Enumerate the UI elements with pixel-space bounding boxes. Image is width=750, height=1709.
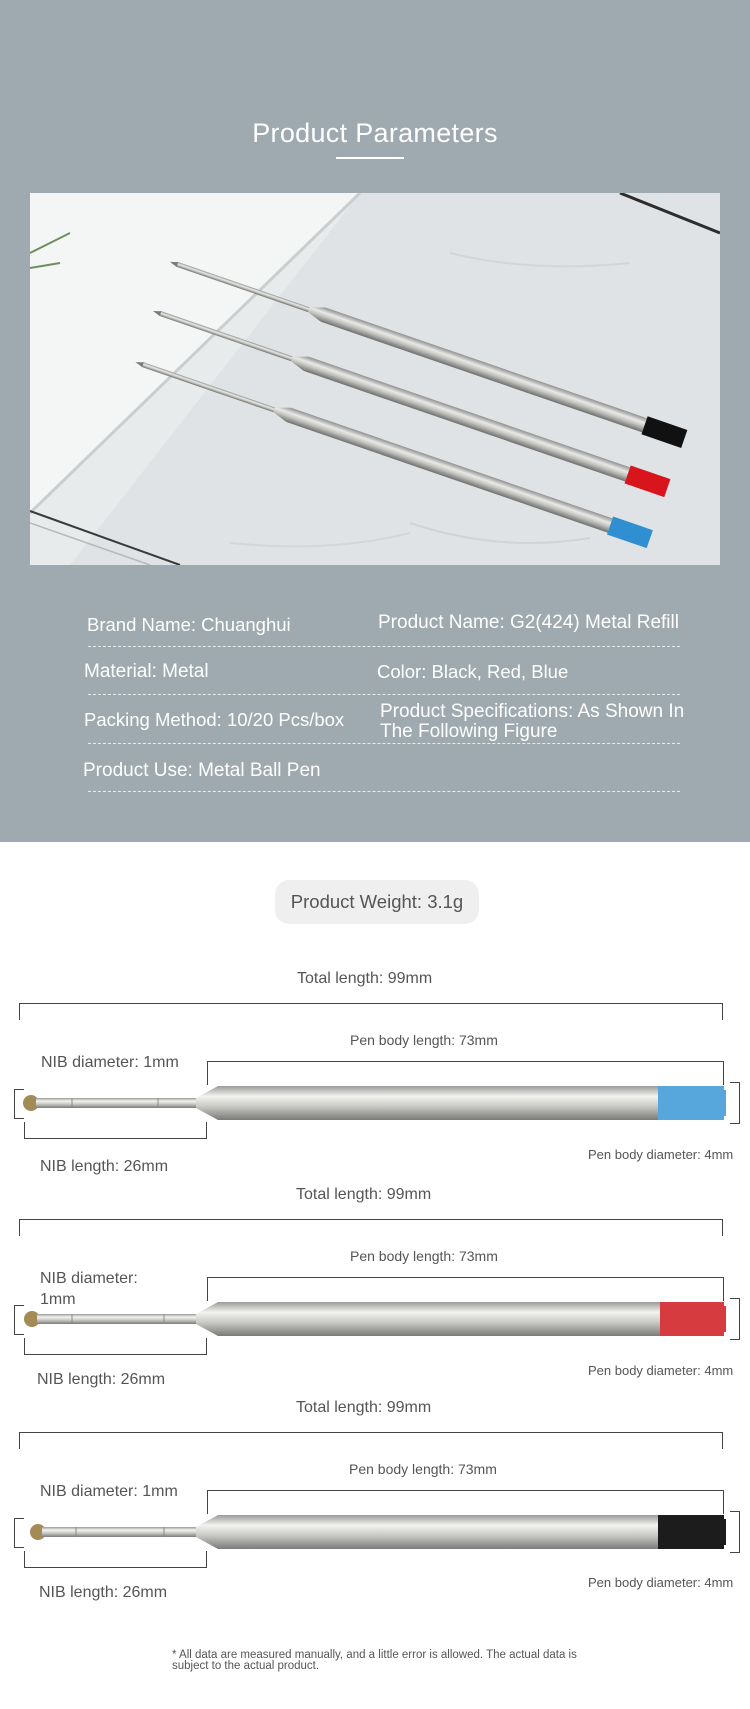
divider xyxy=(88,694,680,695)
product-name: Product Name: G2(424) Metal Refill xyxy=(378,612,679,633)
nib-diameter-label: NIB diameter: 1mm xyxy=(41,1054,179,1071)
color-options: Color: Black, Red, Blue xyxy=(377,661,569,682)
total-length-bracket xyxy=(19,1432,723,1449)
body-length-label: Pen body length: 73mm xyxy=(350,1032,498,1048)
brand-name: Brand Name: Chuanghui xyxy=(87,614,291,635)
total-length-bracket xyxy=(19,1003,723,1020)
refill-blue-drawing xyxy=(18,1078,730,1128)
total-length-label: Total length: 99mm xyxy=(297,970,433,987)
body-diameter-bracket xyxy=(730,1511,740,1553)
body-diameter-bracket xyxy=(730,1298,740,1340)
divider xyxy=(88,646,680,647)
total-length-bracket xyxy=(19,1219,723,1236)
refill-red-drawing xyxy=(18,1294,730,1344)
nib-diameter-label: NIB diameter: 1mm xyxy=(40,1483,178,1500)
product-photo xyxy=(30,193,720,565)
divider xyxy=(88,791,680,792)
body-diameter-label: Pen body diameter: 4mm xyxy=(588,1363,734,1378)
section-title: Product Parameters xyxy=(252,118,498,148)
measurement-footnote: * All data are measured manually, and a little error is allowed. The actual data is subject to the actual product. xyxy=(172,1649,577,1672)
divider xyxy=(88,743,680,744)
nib-length-label: NIB length: 26mm xyxy=(37,1371,166,1388)
packing-method: Packing Method: 10/20 Pcs/box xyxy=(84,709,345,730)
body-diameter-bracket xyxy=(730,1082,740,1124)
nib-length-label: NIB length: 26mm xyxy=(39,1584,168,1601)
product-weight-badge: Product Weight: 3.1g xyxy=(275,880,479,924)
parameters-section xyxy=(0,0,750,842)
body-length-label: Pen body length: 73mm xyxy=(349,1461,497,1477)
product-spec-line-1: Product Specifications: As Shown In xyxy=(380,701,685,722)
refill-black-drawing xyxy=(18,1507,730,1557)
refills-illustration xyxy=(30,193,720,565)
body-length-label: Pen body length: 73mm xyxy=(350,1248,498,1264)
body-diameter-label: Pen body diameter: 4mm xyxy=(588,1575,734,1590)
total-length-label: Total length: 99mm xyxy=(296,1186,432,1203)
nib-length-label: NIB length: 26mm xyxy=(40,1158,169,1175)
product-use: Product Use: Metal Ball Pen xyxy=(83,760,321,781)
total-length-label: Total length: 99mm xyxy=(296,1399,432,1416)
nib-diameter-value: 1mm xyxy=(40,1291,76,1308)
nib-diameter-label: NIB diameter: xyxy=(40,1270,138,1287)
product-spec-line-2: The Following Figure xyxy=(380,721,558,742)
body-diameter-label: Pen body diameter: 4mm xyxy=(588,1147,734,1162)
title-underline xyxy=(336,157,404,159)
material: Material: Metal xyxy=(84,661,209,682)
